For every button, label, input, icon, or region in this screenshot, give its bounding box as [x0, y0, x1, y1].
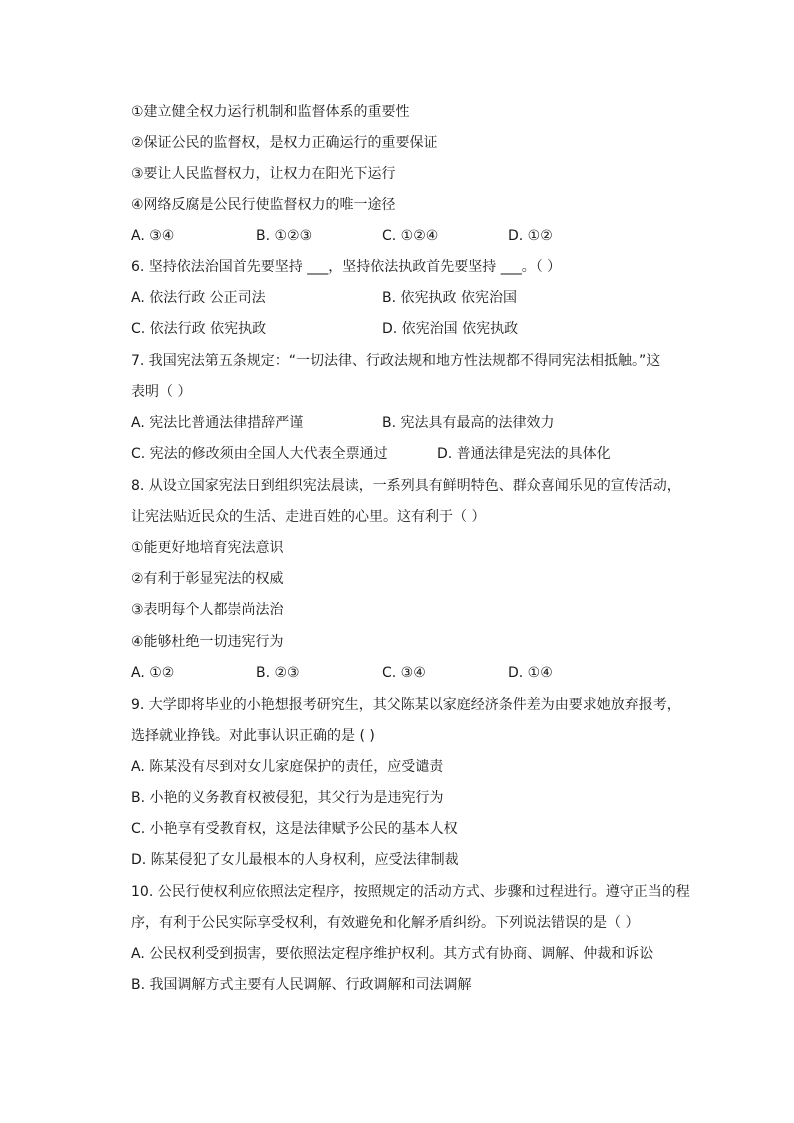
q10-stem-line2: 序，有利于公民实际享受权利，有效避免和化解矛盾纠纷。下列说法错误的是（ ）	[131, 915, 640, 931]
q5-item-2: ②保证公民的监督权，是权力正确运行的重要保证	[131, 135, 438, 151]
q8-option-c: C. ③④	[382, 665, 426, 681]
q5-option-b: B. ①②③	[256, 228, 313, 244]
q10-option-a: A. 公民权利受到损害，要依照法定程序维护权利。其方式有协商、调解、仲裁和诉讼	[131, 946, 654, 962]
q8-option-a: A. ①②	[131, 665, 175, 681]
q8-stem-line2: 让宪法贴近民众的生活、走进百姓的心里。这有利于（ ）	[131, 509, 486, 525]
q5-option-a: A. ③④	[131, 228, 175, 244]
q5-item-4: ④网络反腐是公民行使监督权力的唯一途径	[131, 197, 396, 213]
q7-stem-line2: 表明（ ）	[131, 384, 192, 400]
q5-option-d: D. ①②	[508, 228, 553, 244]
q8-option-d: D. ①④	[508, 665, 553, 681]
q9-option-c: C. 小艳享有受教育权，这是法律赋予公民的基本人权	[131, 821, 458, 837]
q8-item-2: ②有利于彰显宪法的权威	[131, 571, 284, 587]
q8-item-4: ④能够杜绝一切违宪行为	[131, 634, 284, 650]
q6-stem: 6. 坚持依法治国首先要坚持 ___，坚持依法执政首先要坚持 ___。（ ）	[131, 259, 562, 275]
q8-stem-line1: 8. 从设立国家宪法日到组织宪法晨读，一系列具有鲜明特色、群众喜闻乐见的宣传活动，	[131, 478, 681, 494]
q10-stem-line1: 10. 公民行使权利应依照法定程序，按照规定的活动方式、步骤和过程进行。遵守正当的程	[131, 884, 690, 900]
q10-option-b: B. 我国调解方式主要有人民调解、行政调解和司法调解	[131, 977, 472, 993]
q7-option-d: D. 普通法律是宪法的具体化	[437, 446, 611, 462]
q9-stem-line1: 9. 大学即将毕业的小艳想报考研究生，其父陈某以家庭经济条件差为由要求她放弃报考，	[131, 697, 681, 713]
q6-option-a: A. 依法行政 公正司法	[131, 290, 266, 306]
q8-item-1: ①能更好地培育宪法意识	[131, 540, 284, 556]
q8-item-3: ③表明每个人都崇尚法治	[131, 602, 284, 618]
q6-option-d: D. 依宪治国 依宪执政	[382, 321, 519, 337]
q7-option-b: B. 宪法具有最高的法律效力	[382, 415, 555, 431]
q6-option-c: C. 依法行政 依宪执政	[131, 321, 267, 337]
q9-option-b: B. 小艳的义务教育权被侵犯，其父行为是违宪行为	[131, 790, 444, 806]
q6-option-b: B. 依宪执政 依宪治国	[382, 290, 517, 306]
q5-item-3: ③要让人民监督权力，让权力在阳光下运行	[131, 166, 396, 182]
q8-option-b: B. ②③	[256, 665, 300, 681]
q5-item-1: ①建立健全权力运行机制和监督体系的重要性	[131, 104, 410, 120]
q7-stem-line1: 7. 我国宪法第五条规定：“一切法律、行政法规和地方性法规都不得同宪法相抵触。”这	[131, 353, 661, 369]
q7-option-c: C. 宪法的修改须由全国人大代表全票通过	[131, 446, 388, 462]
q7-option-a: A. 宪法比普通法律措辞严谨	[131, 415, 304, 431]
q9-stem-line2: 选择就业挣钱。对此事认识正确的是 ( )	[131, 728, 375, 744]
q9-option-a: A. 陈某没有尽到对女儿家庭保护的责任，应受谴责	[131, 759, 444, 775]
q5-option-c: C. ①②④	[382, 228, 439, 244]
q9-option-d: D. 陈某侵犯了女儿最根本的人身权利，应受法律制裁	[131, 852, 459, 868]
